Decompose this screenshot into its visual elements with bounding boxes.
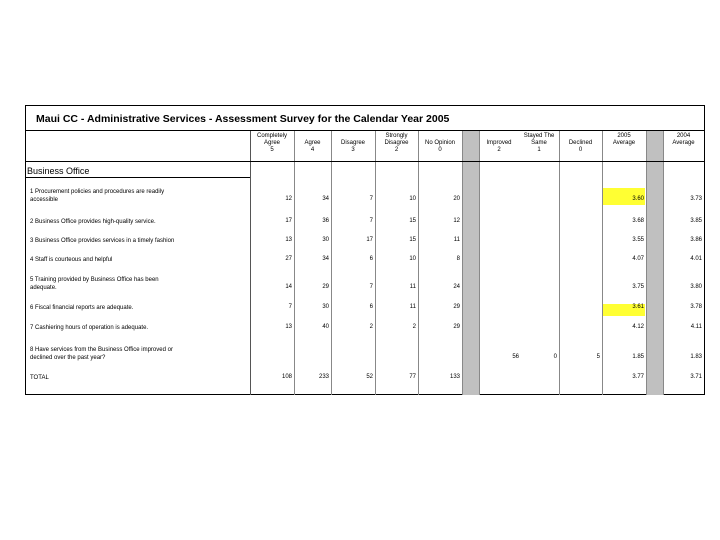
header-strongly-disagree: Strongly Disagree 2 xyxy=(384,133,409,153)
header-disagree: Disagree 3 xyxy=(340,140,365,153)
header-2004-average: 2004 Average xyxy=(672,133,695,146)
value-cell: 3.55 xyxy=(632,237,644,243)
value-cell: 2 xyxy=(412,324,416,330)
value-cell: 5 xyxy=(596,354,600,360)
value-cell: 3.75 xyxy=(632,284,644,290)
grid-line xyxy=(646,131,647,395)
grid-line xyxy=(479,131,480,395)
value-cell: 3.78 xyxy=(690,304,702,310)
value-cell: 20 xyxy=(453,196,460,202)
value-cell: 10 xyxy=(409,256,416,262)
question-text: 1 Procurement policies and procedures are readily accessible xyxy=(30,189,165,203)
section-divider xyxy=(26,177,250,178)
grid-line xyxy=(331,131,332,395)
value-cell: 29 xyxy=(322,284,329,290)
value-cell: 3.80 xyxy=(690,284,702,290)
value-cell: 17 xyxy=(366,237,373,243)
value-cell: 2 xyxy=(369,324,373,330)
header-no-opinion: No Opinion 0 xyxy=(424,140,456,153)
header-completely-agree: Completely Agree 5 xyxy=(256,133,287,153)
question-text: 8 Have services from the Business Office improved or declined over the past year? xyxy=(30,347,173,361)
value-cell: 34 xyxy=(322,256,329,262)
section-title: Business Office xyxy=(27,166,90,176)
survey-sheet xyxy=(25,105,705,395)
value-cell: 27 xyxy=(285,256,292,262)
value-cell: 36 xyxy=(322,218,329,224)
header-agree: Agree 4 xyxy=(304,140,321,153)
value-cell: 6 xyxy=(369,256,373,262)
value-cell: 233 xyxy=(318,374,329,380)
value-cell: 3.86 xyxy=(690,237,702,243)
value-cell: 24 xyxy=(453,284,460,290)
value-cell: 34 xyxy=(322,196,329,202)
value-cell: 3.77 xyxy=(632,374,644,380)
value-cell: 13 xyxy=(285,237,292,243)
header-declined: Declined 0 xyxy=(568,140,593,153)
value-cell: 0 xyxy=(553,354,557,360)
value-cell: 12 xyxy=(453,218,460,224)
value-cell: 4.01 xyxy=(690,256,702,262)
value-cell: 29 xyxy=(453,324,460,330)
grid-line xyxy=(375,131,376,395)
value-cell: 30 xyxy=(322,237,329,243)
value-cell: 4.07 xyxy=(632,256,644,262)
value-cell: 15 xyxy=(409,218,416,224)
value-cell: 3.61 xyxy=(632,304,644,310)
question-text: 7 Cashiering hours of operation is adequate. xyxy=(30,325,149,331)
value-cell: 7 xyxy=(369,284,373,290)
value-cell: 3.73 xyxy=(690,196,702,202)
value-cell: 40 xyxy=(322,324,329,330)
grid-line xyxy=(559,131,560,395)
value-cell: 30 xyxy=(322,304,329,310)
value-cell: 6 xyxy=(369,304,373,310)
value-cell: 3.68 xyxy=(632,218,644,224)
grid-line xyxy=(602,131,603,395)
sheet-title: Maui CC - Administrative Services - Assessment Survey for the Calendar Year 2005 xyxy=(36,113,450,125)
value-cell: 11 xyxy=(409,284,416,290)
value-cell: 13 xyxy=(285,324,292,330)
value-cell: 12 xyxy=(285,196,292,202)
separator-column xyxy=(462,131,479,395)
separator-column xyxy=(646,131,663,395)
value-cell: 7 xyxy=(369,218,373,224)
value-cell: 7 xyxy=(288,304,292,310)
value-cell: 4.11 xyxy=(690,324,702,330)
question-text: 6 Fiscal financial reports are adequate. xyxy=(30,305,134,311)
header-divider xyxy=(26,161,704,162)
value-cell: 10 xyxy=(409,196,416,202)
value-cell: 108 xyxy=(281,374,292,380)
grid-line xyxy=(418,131,419,395)
value-cell: 8 xyxy=(456,256,460,262)
grid-line xyxy=(250,131,251,395)
value-cell: 3.71 xyxy=(690,374,702,380)
value-cell: 7 xyxy=(369,196,373,202)
value-cell: 1.85 xyxy=(632,354,644,360)
grid-line xyxy=(462,131,463,395)
value-cell: 14 xyxy=(285,284,292,290)
question-text: TOTAL xyxy=(30,375,49,381)
value-cell: 77 xyxy=(409,374,416,380)
question-text: 2 Business Office provides high-quality service. xyxy=(30,219,156,225)
value-cell: 3.60 xyxy=(632,196,644,202)
value-cell: 3.85 xyxy=(690,218,702,224)
value-cell: 29 xyxy=(453,304,460,310)
header-improved: Improved 2 xyxy=(486,140,512,153)
value-cell: 52 xyxy=(366,374,373,380)
question-text: 3 Business Office provides services in a timely fashion xyxy=(30,238,175,244)
question-text: 5 Training provided by Business Office has been adequate. xyxy=(30,277,159,291)
value-cell: 11 xyxy=(453,237,460,243)
value-cell: 4.12 xyxy=(632,324,644,330)
value-cell: 15 xyxy=(409,237,416,243)
grid-line xyxy=(294,131,295,395)
value-cell: 17 xyxy=(285,218,292,224)
value-cell: 56 xyxy=(512,354,519,360)
value-cell: 11 xyxy=(409,304,416,310)
header-stayed-the-same: Stayed The Same 1 xyxy=(523,133,555,153)
value-cell: 133 xyxy=(449,374,460,380)
value-cell: 1.83 xyxy=(690,354,702,360)
question-text: 4 Staff is courteous and helpful xyxy=(30,257,113,263)
header-2005-average: 2005 Average xyxy=(612,133,636,146)
grid-line xyxy=(663,131,664,395)
